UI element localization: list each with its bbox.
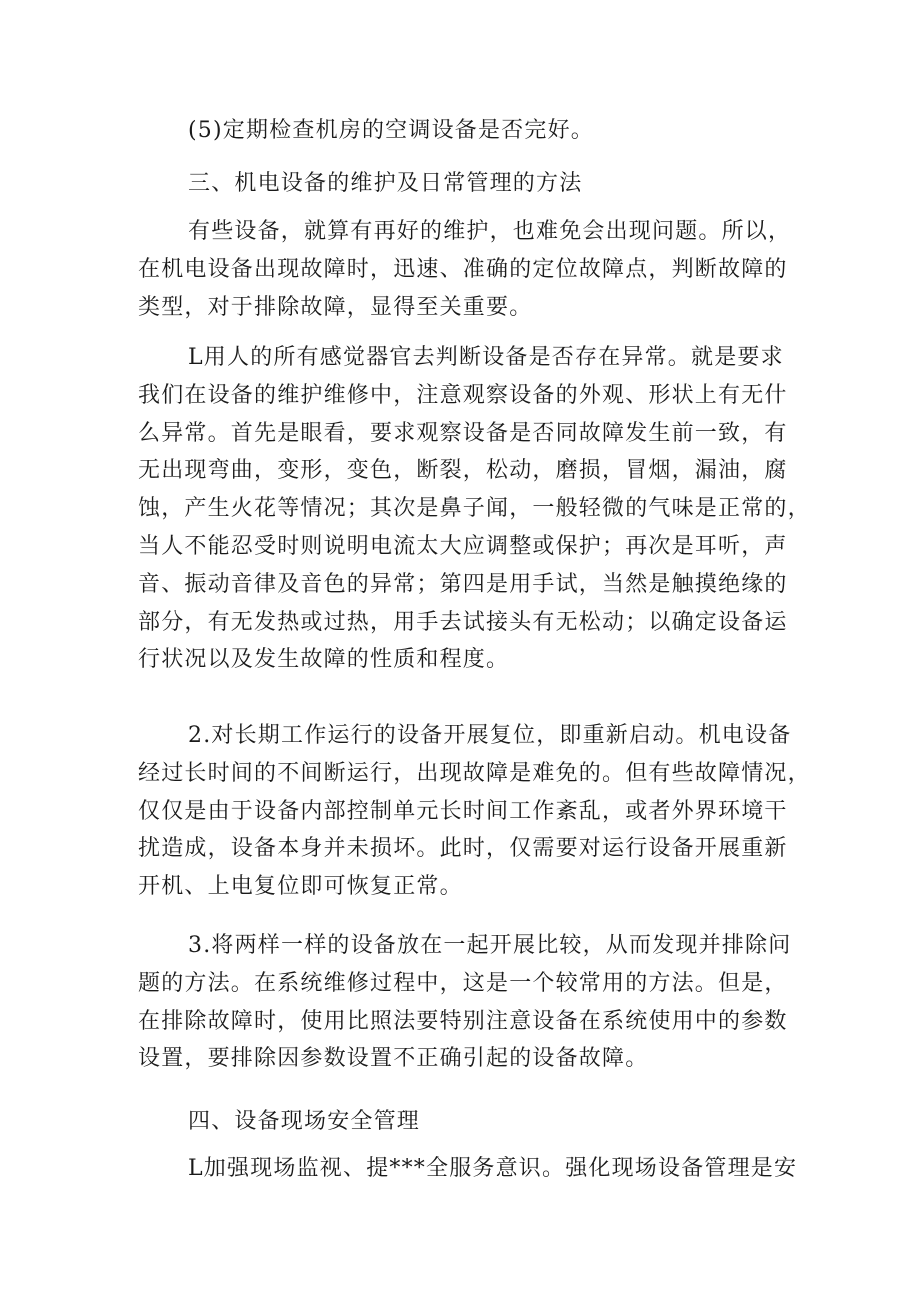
paragraph-line: L加强现场监视、提***全服务意识。强化现场设备管理是安 — [188, 1156, 798, 1181]
section-4-heading: 四、设备现场安全管理 — [188, 1109, 421, 1134]
paragraph-line: 有些设备，就算有再好的维护，也难免会出现问题。所以， — [188, 219, 792, 244]
paragraph-intro — [138, 213, 798, 326]
paragraph-line: 设置，要排除因参数设置不正确引起的设备故障。 — [138, 1046, 649, 1072]
paragraph-line: 在机电设备出现故障时，迅速、准确的定位故障点，判断故障的 — [138, 256, 788, 282]
list-item-5: (5)定期检查机房的空调设备是否完好。 — [188, 118, 594, 143]
paragraph-3 — [138, 927, 798, 1078]
paragraph-line: 我们在设备的维护维修中，注意观察设备的外观、形状上有无什 — [138, 382, 788, 408]
paragraph-line: L用人的所有感觉器官去判断设备是否存在异常。就是要求 — [188, 345, 784, 370]
paragraph-line: 经过长时间的不间断运行，出现故障是难免的。但有些故障情况， — [138, 760, 811, 786]
paragraph-line: 行状况以及发生故障的性质和程度。 — [138, 647, 510, 673]
section-3-heading: 三、机电设备的维护及日常管理的方法 — [188, 171, 583, 196]
paragraph-4 — [138, 1150, 798, 1188]
paragraph-line: 当人不能忍受时则说明电流太大应调整或保护；再次是耳听，声 — [138, 533, 788, 559]
paragraph-line: 部分，有无发热或过热，用手去试接头有无松动；以确定设备运 — [138, 609, 788, 635]
paragraph-line: 类型，对于排除故障，显得至关重要。 — [138, 294, 533, 320]
paragraph-line: 扰造成，设备本身并未损坏。此时，仅需要对运行设备开展重新 — [138, 836, 788, 862]
paragraph-line: 题的方法。在系统维修过程中，这是一个较常用的方法。但是， — [138, 970, 788, 996]
paragraph-line: 2.对长期工作运行的设备开展复位，即重新启动。机电设备 — [188, 723, 792, 748]
paragraph-line: 开机、上电复位即可恢复正常。 — [138, 874, 463, 900]
paragraph-line: 无出现弯曲，变形，变色，断裂，松动，磨损，冒烟，漏油，腐 — [138, 458, 788, 484]
paragraph-line: 蚀，产生火花等情况；其次是鼻子闻，一般轻微的气味是正常的， — [138, 496, 811, 522]
paragraph-line: 仅仅是由于设备内部控制单元长时间工作紊乱，或者外界环境干 — [138, 798, 788, 824]
paragraph-line: 在排除故障时，使用比照法要特别注意设备在系统使用中的参数 — [138, 1008, 788, 1034]
paragraph-line: 3.将两样一样的设备放在一起开展比较，从而发现并排除问 — [188, 933, 792, 958]
paragraph-1 — [138, 339, 811, 679]
paragraph-line: 音、振动音律及音色的异常；第四是用手试，当然是触摸绝缘的 — [138, 571, 788, 597]
paragraph-line: 么异常。首先是眼看，要求观察设备是否同故障发生前一致，有 — [138, 420, 788, 446]
paragraph-2 — [138, 717, 811, 906]
